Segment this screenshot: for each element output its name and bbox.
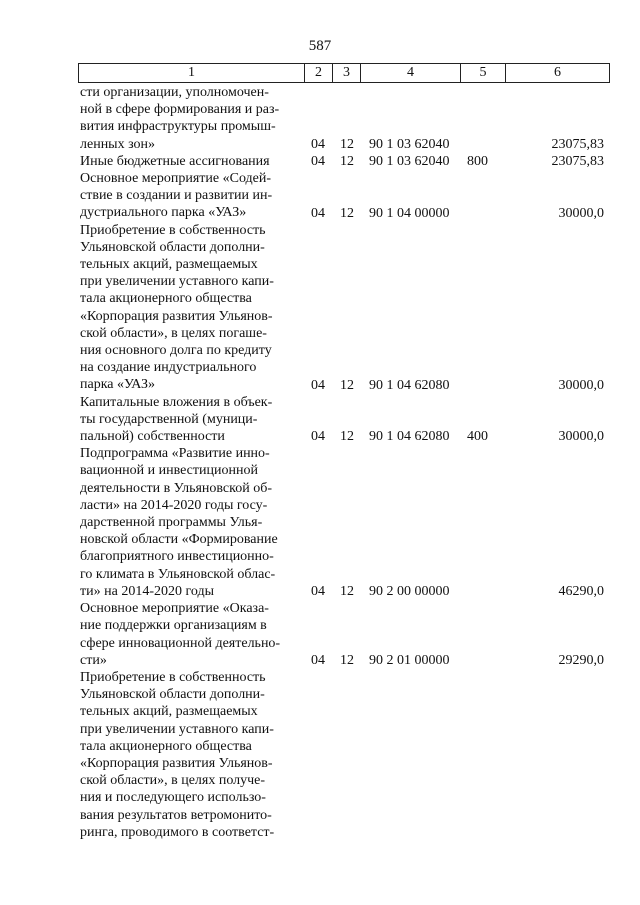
row-description: Приобретение в собственность Ульяновской области дополни- тельных акций, размещаемых при увеличении уставного капи- тала акционерного общества «Корпорация развития Ульянов- ской области», в целях получе- ния и последующего использо- вания результатов ветромонито- ринга, проводимого в соответст- xyxy=(80,669,275,840)
row-cell-c6: 30000,0 xyxy=(558,429,604,445)
table-row xyxy=(0,153,640,170)
row-cell-c3: 12 xyxy=(340,136,354,152)
row-cell-c4: 90 1 03 62040 xyxy=(369,136,450,152)
table-row xyxy=(0,170,640,222)
table-row xyxy=(0,600,640,669)
row-cell-c6: 29290,0 xyxy=(558,652,604,668)
table-body xyxy=(0,84,640,841)
page-number: 587 xyxy=(308,38,332,54)
row-description: Основное мероприятие «Оказа- ние поддержки организациям в сфере инновационной деятельно- сти» xyxy=(80,601,281,668)
row-cell-c4: 90 2 00 00000 xyxy=(369,584,450,600)
row-cell-c3: 12 xyxy=(340,205,354,221)
row-description: сти организации, уполномочен- ной в сфере формирования и раз- вития инфраструктуры промыш- ленных зон» xyxy=(80,85,280,152)
row-cell-c4: 90 1 04 62080 xyxy=(369,429,450,445)
table-header xyxy=(78,63,610,83)
column-header-1: 1 xyxy=(79,64,305,82)
row-cell-c3: 12 xyxy=(340,652,354,668)
row-description: Капитальные вложения в объек- ты государственной (муници- пальной) собственности xyxy=(80,394,273,445)
row-cell-c6: 30000,0 xyxy=(558,377,604,393)
row-cell-c5: 800 xyxy=(467,154,488,170)
row-cell-c2: 04 xyxy=(311,377,325,393)
row-cell-c6: 23075,83 xyxy=(551,154,604,170)
row-cell-c2: 04 xyxy=(311,136,325,152)
row-cell-c3: 12 xyxy=(340,429,354,445)
row-cell-c6: 46290,0 xyxy=(558,584,604,600)
row-cell-c4: 90 1 04 00000 xyxy=(369,205,450,221)
row-cell-c4: 90 1 04 62080 xyxy=(369,377,450,393)
row-cell-c3: 12 xyxy=(340,154,354,170)
row-cell-c2: 04 xyxy=(311,584,325,600)
column-header-2: 2 xyxy=(305,64,333,82)
column-header-5: 5 xyxy=(461,64,506,82)
column-header-6: 6 xyxy=(554,65,561,80)
row-cell-c3: 12 xyxy=(340,584,354,600)
row-description: Подпрограмма «Развитие инно- вационной и инвестиционной деятельности в Ульяновской об- ласти» на 2014-2020 годы госу- дарственной программы Улья- новской области «Формирование благоприятного инвестиционно- го климата в Ульяновской облас- ти» на 2014-2020 годы xyxy=(80,446,278,599)
row-cell-c2: 04 xyxy=(311,154,325,170)
table-row xyxy=(0,394,640,446)
table-row xyxy=(0,84,640,153)
row-cell-c6: 23075,83 xyxy=(551,136,604,152)
row-cell-c4: 90 2 01 00000 xyxy=(369,652,450,668)
row-cell-c2: 04 xyxy=(311,205,325,221)
row-cell-c4: 90 1 03 62040 xyxy=(369,154,450,170)
table-row xyxy=(0,669,640,841)
table-row xyxy=(0,222,640,394)
column-header-3: 3 xyxy=(333,64,361,82)
row-cell-c5: 400 xyxy=(467,429,488,445)
row-cell-c3: 12 xyxy=(340,377,354,393)
row-description: Иные бюджетные ассигнования xyxy=(80,153,270,169)
row-cell-c2: 04 xyxy=(311,652,325,668)
row-cell-c2: 04 xyxy=(311,429,325,445)
row-description: Приобретение в собственность Ульяновской области дополни- тельных акций, размещаемых при увеличении уставного капи- тала акционерного общества «Корпорация развития Ульянов- ской области», в целях погаше- ния основного долга по кредиту на создание индустриального парка «УАЗ» xyxy=(80,222,274,393)
row-description: Основное мероприятие «Содей- ствие в создании и развитии ин- дустриального парка «УАЗ» xyxy=(80,171,273,221)
row-cell-c6: 30000,0 xyxy=(558,205,604,221)
column-header-4: 4 xyxy=(361,64,461,82)
table-row xyxy=(0,445,640,600)
